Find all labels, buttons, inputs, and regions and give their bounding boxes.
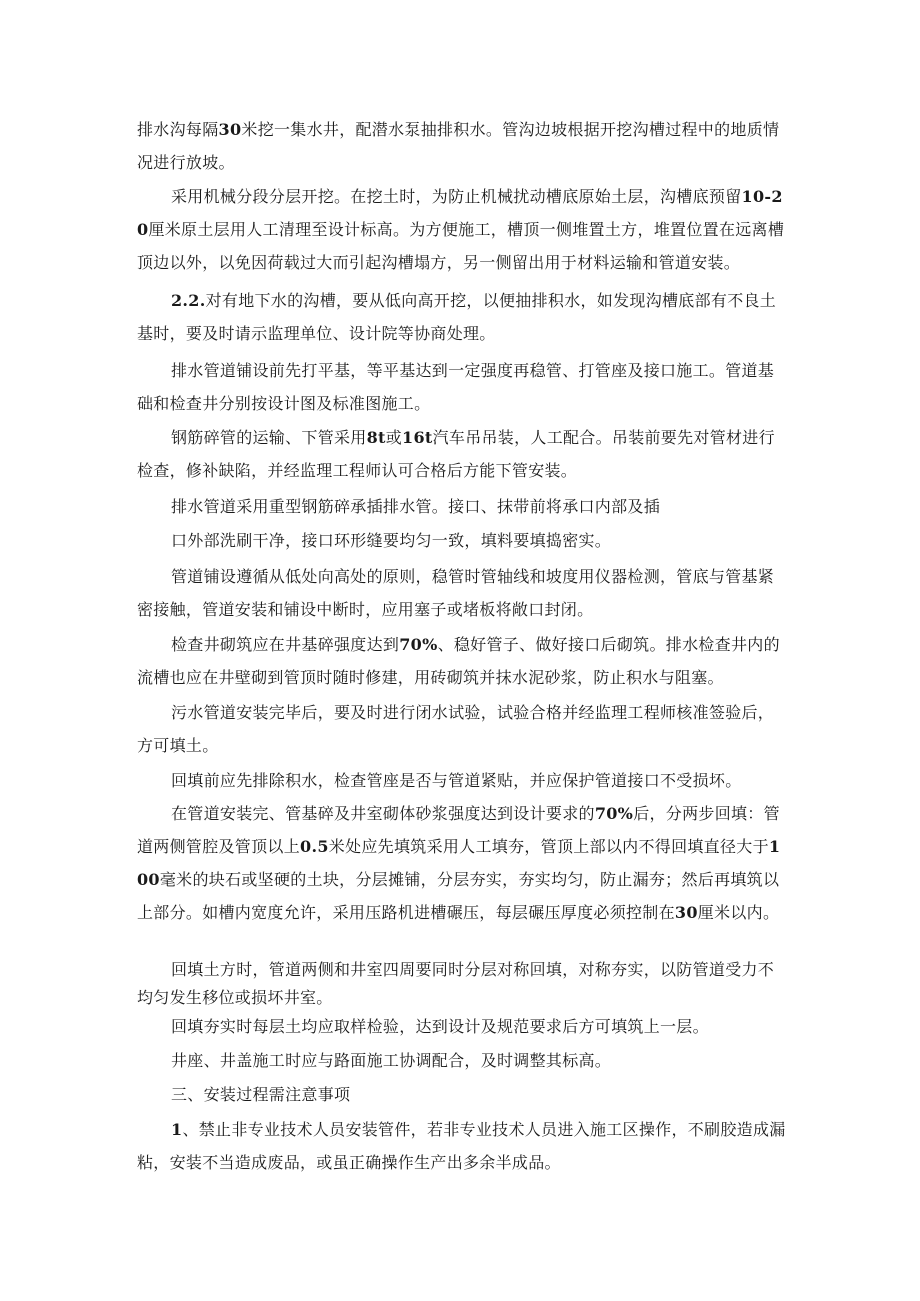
- paragraph: 排水管道铺设前先打平基，等平基达到一定强度再稳管、打管座及接口施工。管道基础和检查井分别按设计图及标准图施工。: [137, 361, 775, 413]
- paragraph: 污水管道安装完毕后，要及时进行闭水试验，试验合格并经监理工程师核准签验后，方可填土。: [137, 703, 775, 755]
- paragraph: 管道铺设遵循从低处向高处的原则，稳管时管轴线和坡度用仪器检测，管底与管基紧密接触，管道安装和铺设中断时，应用塞子或堵板将敞口封闭。: [137, 567, 775, 619]
- paragraph: 井座、井盖施工时应与路面施工协调配合，及时调整其标高。: [171, 1051, 612, 1070]
- paragraph: 回填夯实时每层土均应取样检验，达到设计及规范要求后方可填筑上一层。: [171, 1017, 709, 1036]
- section-heading: 三、安装过程需注意事项: [171, 1085, 351, 1104]
- paragraph: 采用机械分段分层开挖。在挖土时，为防止机械扰动槽底原始土层，沟槽底预留10-20厘米原土层用人工清理至设计标高。为方便施工，槽顶一侧堆置土方，堆置位置在远离槽顶边以外，以免因荷载过大而引起沟槽塌方，另一侧留出用于材料运输和管道安装。: [137, 187, 785, 272]
- paragraph: 1、禁止非专业技术人员安装管件，若非专业技术人员进入施工区操作，不刷胶造成漏粘，安装不当造成废品，或虽正确操作生产出多余半成品。: [137, 1120, 786, 1172]
- paragraph: 排水管道采用重型钢筋碎承插排水管。接口、抹带前将承口内部及插: [171, 497, 661, 516]
- paragraph: 检查井砌筑应在井基碎强度达到70%、稳好管子、做好接口后砌筑。排水检查井内的流槽也应在井壁砌到管顶时随时修建，用砖砌筑并抹水泥砂浆，防止积水与阻塞。: [137, 635, 780, 687]
- paragraph: 钢筋碎管的运输、下管采用8t或16t汽车吊吊装，人工配合。吊装前要先对管材进行检查，修补缺陷，并经监理工程师认可合格后方能下管安装。: [137, 428, 775, 480]
- paragraph: 口外部洗刷干净，接口环形缝要均匀一致，填料要填捣密实。: [171, 531, 612, 550]
- paragraph: 在管道安装完、管基碎及井室砌体砂浆强度达到设计要求的70%后，分两步回填：管道两侧管腔及管顶以上0.5米处应先填筑采用人工填夯，管顶上部以内不得回填直径大于100毫米的块石或坚硬的土块，分层摊铺，分层夯实，夯实均匀，防止漏夯；然后再填筑以上部分。如槽内宽度允许，采用压路机进槽碾压，每层碾压厚度必须控制在30厘米以内。: [137, 804, 781, 922]
- paragraph: 回填土方时，管道两侧和井室四周要同时分层对称回填，对称夯实，以防管道受力不均匀发生移位或损坏井室。: [137, 960, 775, 1007]
- paragraph: 2.2.对有地下水的沟槽，要从低向高开挖，以便抽排积水，如发现沟槽底部有不良土基时，要及时请示监理单位、设计院等协商处理。: [137, 291, 777, 343]
- paragraph: 排水沟每隔30米挖一集水井，配潜水泵抽排积水。管沟边坡根据开挖沟槽过程中的地质情况进行放坡。: [137, 120, 780, 172]
- paragraph: 回填前应先排除积水，检查管座是否与管道紧贴，并应保护管道接口不受损坏。: [171, 771, 742, 790]
